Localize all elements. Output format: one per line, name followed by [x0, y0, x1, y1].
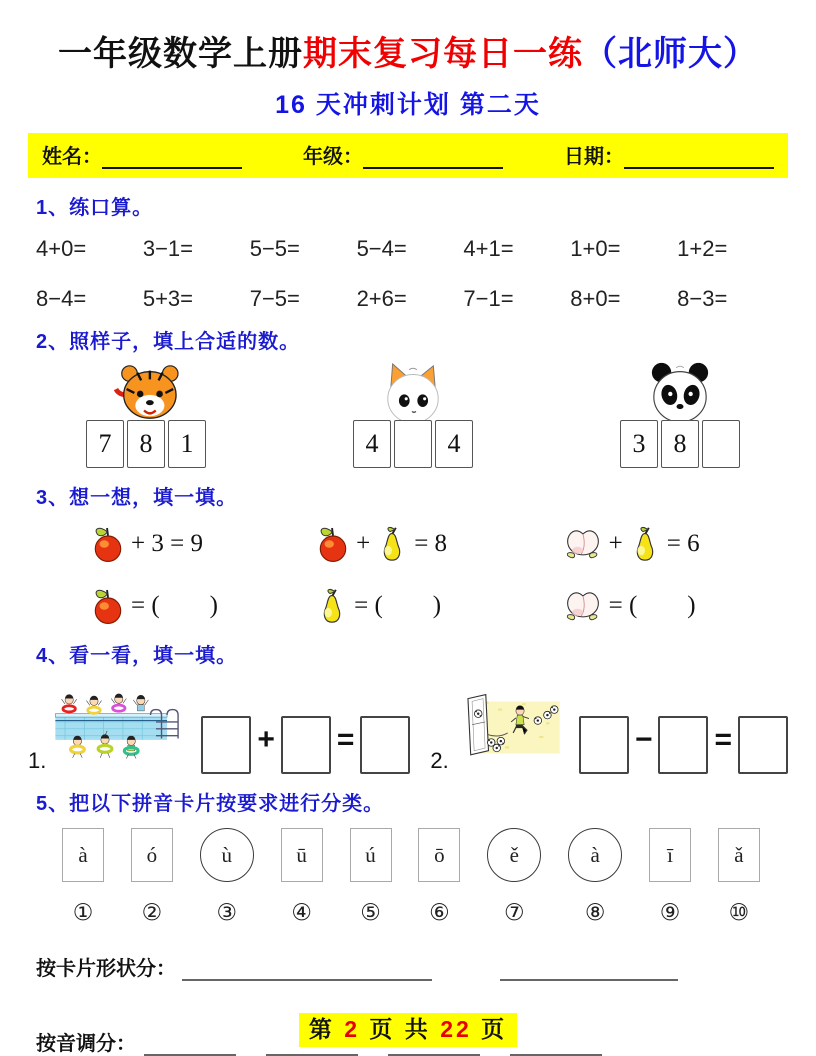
- kid: [62, 694, 77, 712]
- shape-answer-blank-1[interactable]: [182, 957, 432, 981]
- equals-operator: =: [714, 723, 732, 756]
- card-column: [200, 828, 254, 926]
- total-page-number: 22: [440, 1016, 472, 1042]
- section4-title: 4、看一看，填一填。: [36, 645, 238, 667]
- panda-icon: [640, 360, 720, 424]
- card-number: ⑧: [584, 900, 606, 926]
- name-field-group: [42, 140, 242, 169]
- math-problem: 5−5=: [249, 236, 300, 261]
- classify-by-shape-line: [36, 952, 788, 981]
- pinyin-card: à: [568, 828, 622, 882]
- card-column: [131, 828, 173, 926]
- answer-parentheses[interactable]: = ( ): [608, 592, 696, 619]
- card-number: ③: [216, 900, 238, 926]
- footer-text: 第: [308, 1016, 335, 1042]
- fruit-equation-2-bottom: [317, 586, 564, 626]
- shape-answer-blank-2[interactable]: [500, 957, 678, 981]
- soccer-illustration: [457, 674, 563, 774]
- answer-parentheses[interactable]: = ( ): [131, 592, 218, 619]
- apple-icon: [92, 524, 124, 564]
- answer-box: 8: [127, 420, 165, 468]
- math-problem: 1+0=: [570, 236, 621, 261]
- item2-label: 2.: [430, 748, 449, 773]
- card-number: ⑦: [503, 900, 525, 926]
- ball: [534, 717, 542, 725]
- fruit-equations-grid: [28, 524, 788, 626]
- pinyin-card: ǎ: [718, 828, 760, 882]
- plus-sign: +: [608, 530, 623, 557]
- pinyin-card: à: [62, 828, 104, 882]
- answer-box: 3: [620, 420, 658, 468]
- animal-number-row: [28, 358, 788, 468]
- answer-box: 8: [661, 420, 699, 468]
- minuend-box[interactable]: [579, 716, 629, 774]
- card-column: [350, 828, 392, 926]
- math-problem: 1+2=: [677, 236, 728, 261]
- grade-label: 年级：: [303, 146, 363, 168]
- date-input-blank[interactable]: [624, 147, 774, 169]
- kid: [87, 696, 102, 714]
- difference-box[interactable]: [738, 716, 788, 774]
- pinyin-card: ù: [200, 828, 254, 882]
- grade-field-group: [303, 140, 503, 169]
- current-page-number: 2: [344, 1016, 361, 1042]
- card-number: ④: [291, 900, 312, 926]
- tiger-group: [86, 360, 206, 468]
- section1-title: 1、练口算。: [36, 197, 154, 219]
- math-problem: 8−4=: [36, 286, 87, 311]
- card-column: [718, 828, 760, 926]
- card-column: [649, 828, 691, 926]
- addend2-box[interactable]: [281, 716, 331, 774]
- grade-input-blank[interactable]: [363, 147, 503, 169]
- pinyin-card: ú: [350, 828, 392, 882]
- kid: [112, 694, 127, 712]
- section3-title: 3、想一想，填一填。: [36, 487, 238, 509]
- ball: [493, 744, 501, 752]
- math-problem: 8−3=: [677, 286, 728, 311]
- pinyin-card: ě: [487, 828, 541, 882]
- panda-group: [620, 360, 740, 468]
- pinyin-card: ū: [281, 828, 323, 882]
- answer-box-empty[interactable]: [702, 420, 740, 468]
- pear-icon: [630, 524, 660, 564]
- card-column: [281, 828, 323, 926]
- card-column: [568, 828, 622, 926]
- card-number: ⑥: [429, 900, 450, 926]
- math-problem: 5−4=: [356, 236, 407, 261]
- math-problem: 4+1=: [463, 236, 514, 261]
- card-number: ②: [141, 900, 163, 926]
- fruit-equation-3-bottom: [564, 586, 778, 626]
- tone-classify-label: 按音调分：: [36, 1033, 136, 1055]
- pinyin-card: ī: [649, 828, 691, 882]
- title-part-blue: （北师大）: [583, 35, 758, 73]
- fruit-equation-2-top: [317, 524, 564, 564]
- page-footer: [0, 1011, 816, 1044]
- fruit-equation-1-bottom: [92, 586, 317, 626]
- subtrahend-box[interactable]: [658, 716, 708, 774]
- math-problem: 5+3=: [142, 286, 194, 311]
- item1-label: 1.: [28, 748, 47, 773]
- card-number: ①: [72, 900, 94, 926]
- footer-text: 页 共: [369, 1016, 431, 1042]
- cat-group: [353, 360, 473, 468]
- math-problem: 7−5=: [249, 286, 300, 311]
- date-label: 日期：: [564, 146, 624, 168]
- answer-box: 1: [168, 420, 206, 468]
- panda-number-boxes: [620, 420, 740, 468]
- answer-box-empty[interactable]: [394, 420, 432, 468]
- oral-math-grid: [36, 236, 784, 312]
- title-part-black: 一年级数学上册: [58, 35, 303, 73]
- tiger-number-boxes: [86, 420, 206, 468]
- kid: [134, 695, 149, 711]
- date-field-group: [564, 140, 774, 169]
- answer-parentheses[interactable]: = ( ): [354, 592, 442, 619]
- minus-operator: −: [634, 723, 653, 756]
- cat-icon: [373, 360, 453, 424]
- student-info-bar: [28, 133, 788, 178]
- swimming-pool-illustration: [54, 674, 185, 774]
- math-problem: 2+6=: [356, 286, 407, 311]
- page-number-badge: [299, 1013, 517, 1047]
- equation1-boxes: [201, 716, 410, 774]
- card-column: [418, 828, 460, 926]
- page-title: [28, 26, 788, 75]
- pear-icon: [377, 524, 407, 564]
- equals-operator: =: [336, 723, 355, 756]
- apple-icon: [92, 586, 124, 626]
- plus-sign: +: [356, 530, 371, 557]
- shape-classify-label: 按卡片形状分：: [36, 958, 176, 980]
- card-number: ⑤: [360, 900, 381, 926]
- equation2-boxes: [579, 716, 788, 774]
- fruit-equation-1-top: [92, 524, 317, 564]
- card-column: [487, 828, 541, 926]
- picture-problems-row: [28, 674, 788, 774]
- section5-title: 5、把以下拼音卡片按要求进行分类。: [36, 793, 385, 815]
- ball: [497, 737, 505, 745]
- equation-text: = 8: [414, 530, 448, 557]
- fruit-equation-3-top: [564, 524, 778, 564]
- plus-operator: +: [257, 723, 275, 756]
- ball: [543, 711, 551, 719]
- ball: [474, 710, 482, 718]
- math-problem: 7−1=: [463, 286, 514, 311]
- peach-icon: [564, 526, 602, 562]
- addend1-box[interactable]: [201, 716, 251, 774]
- answer-box: 4: [435, 420, 473, 468]
- peach-icon: [564, 588, 602, 624]
- equation-text: = 6: [666, 530, 700, 557]
- tiger-icon: [102, 360, 190, 424]
- section2-title: 2、照样子，填上合适的数。: [36, 331, 301, 353]
- sum-box[interactable]: [360, 716, 410, 774]
- ball: [550, 706, 558, 714]
- answer-box: 4: [353, 420, 391, 468]
- pear-icon: [317, 586, 347, 626]
- card-column: [62, 828, 104, 926]
- apple-icon: [317, 524, 349, 564]
- pinyin-card: ō: [418, 828, 460, 882]
- math-problem: 4+0=: [36, 236, 87, 261]
- name-input-blank[interactable]: [102, 147, 242, 169]
- page-subtitle: 16 天冲刺计划 第二天: [275, 91, 541, 119]
- name-label: 姓名：: [42, 146, 102, 168]
- footer-text: 页: [481, 1016, 508, 1042]
- answer-box: 7: [86, 420, 124, 468]
- title-part-red: 期末复习每日一练: [303, 35, 583, 73]
- equation-text: + 3 = 9: [131, 530, 203, 557]
- card-number: ⑨: [659, 900, 681, 926]
- cat-number-boxes: [353, 420, 473, 468]
- card-number: ⑩: [728, 900, 750, 926]
- math-problem: 3−1=: [142, 236, 194, 261]
- pinyin-cards-row: [28, 828, 788, 926]
- math-problem: 8+0=: [570, 286, 621, 311]
- pinyin-card: ó: [131, 828, 173, 882]
